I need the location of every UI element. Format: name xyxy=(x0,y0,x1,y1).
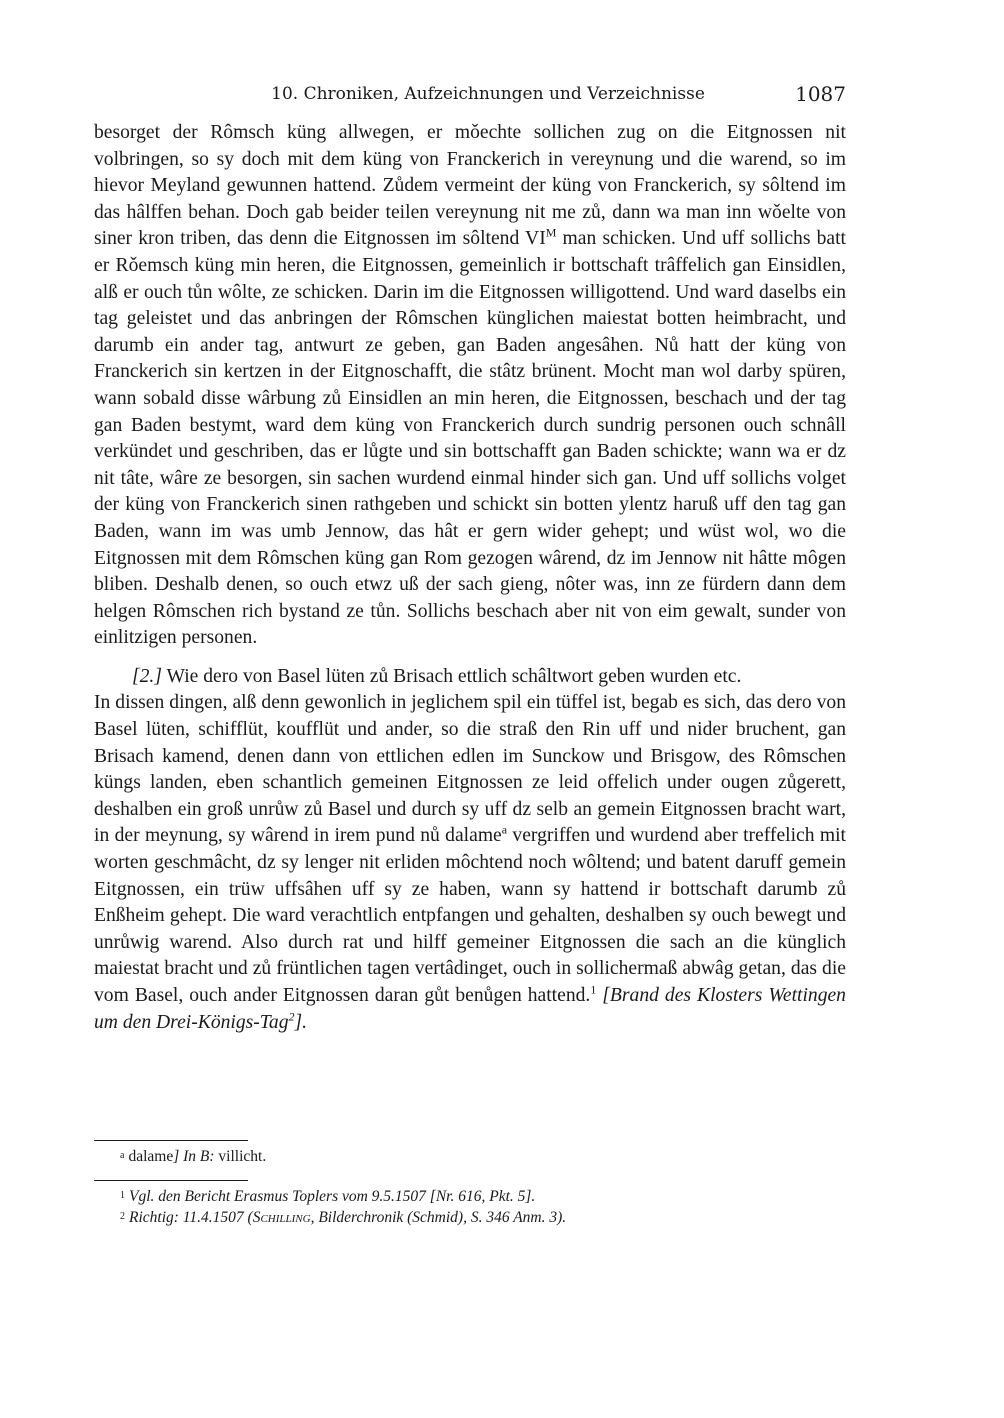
footnote-a-lemma: dalame xyxy=(128,1148,174,1165)
footnote-marker-2: 2 xyxy=(288,1009,295,1024)
critical-apparatus xyxy=(120,1146,850,1167)
page-number: 1087 xyxy=(795,82,846,106)
paragraph-1-part-b: man schicken. Und uff sollichs batt er Rǒemsch küng min heren, die Eitgnossen, gemeinlich ir bottschaft trâffelich gan Einsidlen, alß er ouch tůn wôlte, ze schicken. Darin im die Eitgnossen willigottend. Und ward daselbs ein tag geleistet und das anbringen der Rômschen künglichen maiestat botten heimbracht, und darumb ein ander tag, antwurt ze geben, gan Baden angesâhen. Nů hatt der küng von Franckerich sin kertzen in der Eitgnoschafft, die stâtz brünent. Mocht man wol darby spüren, wann sobald disse wârbung zů Einsidlen an min heren, die Eitgnossen, beschach und der tag gan Baden bestymt, ward dem küng von Franckerich durch sundrig personen ouch schnâll verkündet und geschriben, das er lůgte und sin bottschafft gan Baden schickte; wann wa er dz nit tâte, wâre ze besorgen, sin sachen wurdend einmal hinder sich gan. Und uff sollichs volget der küng von Franckerich sinen rathgeben und schickt sin botten ylentz haruß uff den tag gan Baden, wann im was umb Jennow, das hât er gern wider gehept; und wüst wol, wo die Eitgnossen mit dem Rômschen küng gan Rom gezogen wârend, dz im Jennow nit hâtte môgen bliben. Deshalb denen, so ouch etwz uß der sach gieng, nôter was, inn ze fürdern dann dem helgen Rômschen rich bystand ze tůn. Sollichs beschach aber nit von eim gewalt, sunder von einlitzigen personen. xyxy=(94,228,846,649)
footnote-a xyxy=(120,1146,850,1167)
footnote-a-mark: a xyxy=(120,1150,125,1161)
footnote-1-mark: 1 xyxy=(120,1190,125,1201)
editorial-note: [Brand des Klosters Wettingen um den Drei-Königs-Tag xyxy=(94,985,846,1033)
commentary-notes xyxy=(120,1186,850,1228)
footnote-a-note: ] In B: xyxy=(173,1148,215,1165)
footnote-marker-a: a xyxy=(501,822,508,837)
section-heading xyxy=(94,664,846,691)
footnote-2-text-a: Richtig: 11.4.1507 ( xyxy=(129,1209,253,1226)
main-text xyxy=(94,120,846,1036)
footnote-2 xyxy=(120,1207,850,1228)
footnote-rule-critical xyxy=(94,1140,248,1141)
editorial-note-end: ]. xyxy=(294,1011,308,1033)
footnote-1-text: Vgl. den Bericht Erasmus Toplers vom 9.5.1507 [Nr. 616, Pkt. 5]. xyxy=(129,1188,536,1205)
running-head xyxy=(94,80,846,108)
footnote-2-author: Schilling xyxy=(252,1209,311,1226)
section-title: Wie dero von Basel lüten zů Brisach ettlich schâltwort geben wurden etc. xyxy=(161,665,742,687)
paragraph-2-part-b: vergriffen und wurdend aber treffelich mit worten geschmâcht, dz sy lenger nit erliden môchtend noch wôltend; und batent daruff gemein Eitgnossen, ein trüw uffsâhen uff sy ze haben, wann sy hattend ir bottschaft darumb zů Enßheim gehept. Die ward verachtlich entpfangen und gehalten, deshalben sy ouch bewegt und unrůwig warend. Also durch rat und hilff gemeiner Eitgnossen die sach an die künglich maiestat bracht und zů früntlichen tagen vertâdinget, ouch in sollichermaß abwâg getan, das die vom Basel, ouch ander Eitgnossen daran gůt benůgen hattend. xyxy=(94,825,847,1006)
footnote-2-mark: 2 xyxy=(120,1211,125,1222)
paragraph-2-part-a: In dissen dingen, alß denn gewonlich in jeglichem spil ein tüffel ist, begab es sich, das dero von Basel lüten, schifflüt, koufflüt und ander, so die straß den Rin uff und nider bruchent, gan Brisach kamend, denen dann von ettlichen edlen im Sunckow und Brisgow, des Rômschen küngs landen, eben schantlich gemeinen Eitgnossen ze leid offelich under ougen zůgerett, deshalben ein groß unrůw zů Basel und durch sy uff dz selb an gemein Eitgnossen bracht wart, in der meynung, sy wârend in irem pund nů dalame xyxy=(94,692,846,847)
footnote-rule-commentary xyxy=(94,1180,248,1181)
footnote-marker-1: 1 xyxy=(590,982,597,997)
footnote-2-text-b: , Bilderchronik (Schmid), S. 346 Anm. 3). xyxy=(310,1209,567,1226)
running-head-title: 10. Chroniken, Aufzeichnungen und Verzeichnisse xyxy=(271,84,705,104)
paragraph-2 xyxy=(94,690,846,1036)
footnote-1 xyxy=(120,1186,850,1207)
paragraph-1-part-a: besorget der Rômsch küng allwegen, er mǒechte sollichen zug on die Eitgnossen nit volbringen, so sy doch mit dem küng von Franckerich in vereynung und die warend, so im hievor Meyland gewunnen hattend. Zůdem vermeint der küng von Franckerich, sy sôltend im das hâlffen behan. Doch gab beider teilen vereynung nit me zů, dann wa man inn wǒelte von siner kron triben, das denn die Eitgnossen im sôltend VI xyxy=(94,122,846,250)
footnote-a-text: villicht. xyxy=(214,1148,267,1165)
paragraph-1 xyxy=(94,120,846,652)
section-number: [2.] xyxy=(132,665,162,687)
superscript-m: M xyxy=(545,225,557,240)
